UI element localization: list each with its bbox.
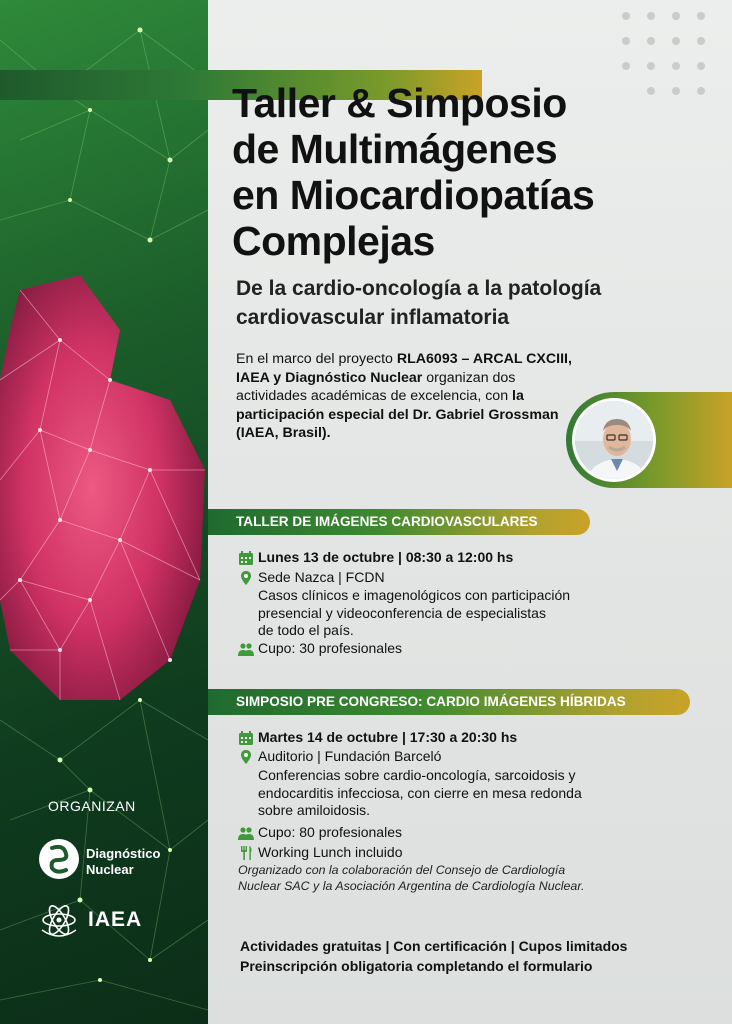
left-decorative-panel — [0, 0, 208, 1024]
people-icon — [238, 641, 254, 657]
page-subtitle: De la cardio-oncología a la patología cardiovascular inflamatoria — [236, 277, 602, 329]
organizers-label: ORGANIZAN — [48, 798, 136, 814]
section-header-taller: TALLER DE IMÁGENES CARDIOVASCULARES — [208, 509, 590, 535]
location-pin-icon — [238, 749, 254, 765]
location-pin-icon — [238, 570, 254, 586]
section-header-simposio: SIMPOSIO PRE CONGRESO: CARDIO IMÁGENES HÍBRIDAS — [208, 689, 690, 715]
footer-info: Actividades gratuitas | Con certificación | Cupos limitados Preinscripción obligatoria completando el formulario — [240, 938, 628, 974]
intro-paragraph: En el marco del proyecto RLA6093 – ARCAL CXCIII, IAEA y Diagnóstico Nuclear organizan dos actividades académicas de excelencia, con la participación especial del Dr. Gabriel Grossman (IAEA, Brasil). — [236, 351, 572, 442]
iaea-logo-text: IAEA — [88, 908, 143, 931]
speaker-photo — [572, 398, 656, 482]
iaea-logo-icon — [38, 900, 80, 940]
diagnostico-nuclear-logo-text: Diagnóstico Nuclear — [86, 846, 161, 877]
page-title: Taller & Simposio de Multimágenes en Miocardiopatías Complejas — [232, 80, 595, 264]
people-icon — [238, 825, 254, 841]
collaboration-note: Organizado con la colaboración del Consejo de Cardiología Nuclear SAC y la Asociación Argentina de Cardiología Nuclear. — [238, 863, 585, 893]
cutlery-icon — [238, 845, 254, 861]
diagnostico-nuclear-logo-icon — [38, 838, 80, 880]
taller-description: Casos clínicos e imagenológicos con participación presencial y videoconferencia de especialistas de todo el país. — [258, 587, 571, 638]
simposio-description: Conferencias sobre cardio-oncología, sarcoidosis y endocarditis infecciosa, con cierre en mesa redonda sobre amiloidosis. — [258, 767, 582, 818]
calendar-icon — [238, 550, 254, 566]
calendar-icon — [238, 730, 254, 746]
